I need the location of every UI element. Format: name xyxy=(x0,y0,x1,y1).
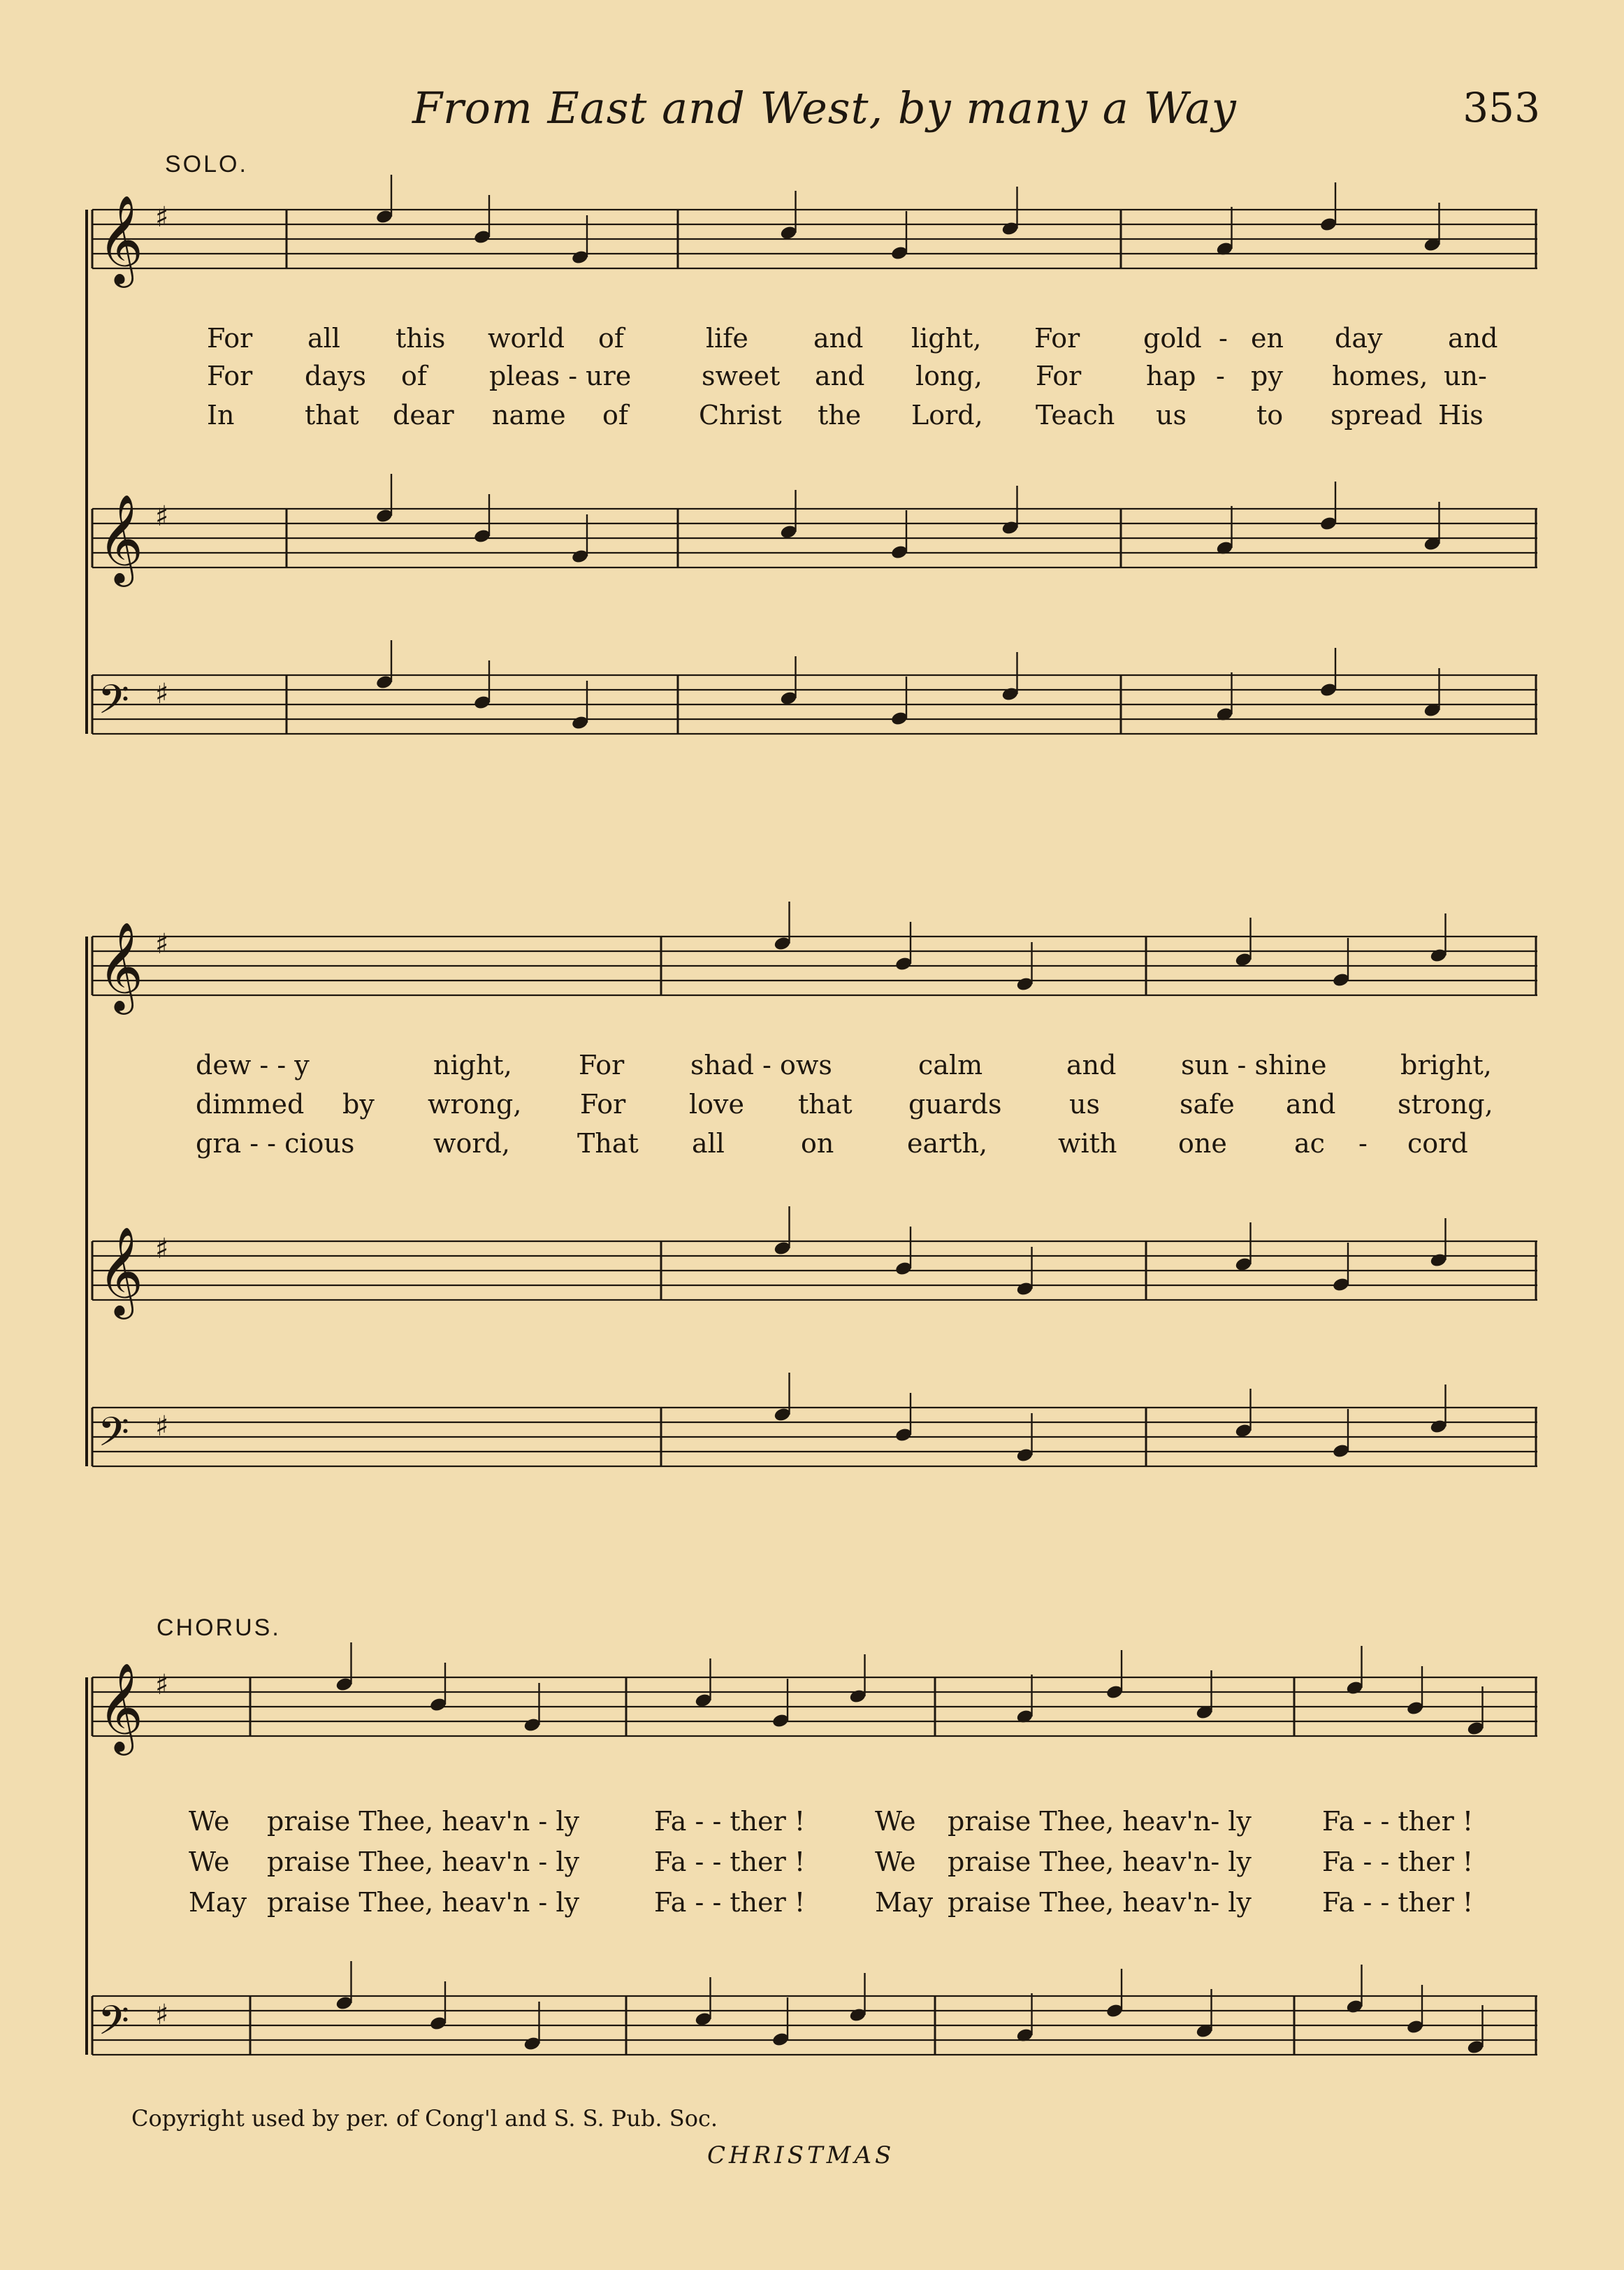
lyric: cord xyxy=(1407,1128,1468,1159)
lyric: night, xyxy=(433,1050,512,1080)
lyric: safe xyxy=(1180,1089,1235,1120)
treble-clef: 𝄞 xyxy=(98,1226,144,1315)
lyric: un- xyxy=(1444,361,1487,391)
lyric: on xyxy=(801,1128,834,1159)
lyric: hap xyxy=(1146,361,1196,391)
lyric: - xyxy=(1358,1128,1368,1159)
lyric: Lord, xyxy=(911,400,983,431)
lyric: that xyxy=(798,1089,853,1120)
lyric: pleas - ure xyxy=(489,361,632,391)
lyric: homes, xyxy=(1332,361,1428,391)
chorus-label: CHORUS. xyxy=(157,1614,281,1641)
lyric: - xyxy=(1216,361,1225,391)
lyric: For xyxy=(580,1089,626,1120)
lyric: us xyxy=(1069,1089,1100,1120)
lyric: praise Thee, heav'n - ly xyxy=(267,1846,579,1877)
system-1-staff-1-key-signature: ♯ xyxy=(155,201,169,233)
lyric: Teach xyxy=(1036,400,1115,431)
lyric: We xyxy=(189,1806,230,1837)
lyric: us xyxy=(1156,400,1187,431)
lyric: with xyxy=(1058,1128,1117,1159)
bass-clef: 𝄢 xyxy=(98,676,130,733)
lyric: sun - shine xyxy=(1181,1050,1327,1080)
lyric: world xyxy=(488,323,565,354)
system-3-staff-1-key-signature: ♯ xyxy=(155,1669,169,1701)
lyric: Christ xyxy=(699,400,782,431)
lyric: long, xyxy=(915,361,983,391)
lyric: That xyxy=(577,1128,639,1159)
system-2-staff-3-key-signature: ♯ xyxy=(155,1410,169,1443)
lyric: Fa - - ther ! xyxy=(1322,1846,1474,1877)
lyric: and xyxy=(1066,1050,1117,1080)
lyric: day xyxy=(1335,323,1383,354)
copyright-notice: Copyright used by per. of Cong'l and S. S. Pub. Soc. xyxy=(131,2105,718,2132)
lyric: of xyxy=(602,400,628,431)
lyric: We xyxy=(875,1806,916,1837)
treble-clef: 𝄞 xyxy=(98,921,144,1011)
lyric: Fa - - ther ! xyxy=(654,1846,806,1877)
lyric: dimmed xyxy=(196,1089,305,1120)
lyric: calm xyxy=(918,1050,983,1080)
treble-clef: 𝄞 xyxy=(98,493,144,583)
lyric: Fa - - ther ! xyxy=(1322,1806,1474,1837)
lyric: by xyxy=(342,1089,375,1120)
lyric: praise Thee, heav'n- ly xyxy=(948,1806,1252,1837)
lyric: For xyxy=(579,1050,625,1080)
treble-clef: 𝄞 xyxy=(98,194,144,284)
bass-clef: 𝄢 xyxy=(98,1997,130,2054)
lyric: and xyxy=(1286,1089,1336,1120)
lyric: gold xyxy=(1143,323,1202,354)
lyric: praise Thee, heav'n- ly xyxy=(948,1846,1252,1877)
lyric: We xyxy=(189,1846,230,1877)
lyric: all xyxy=(307,323,340,354)
lyric: earth, xyxy=(907,1128,988,1159)
system-2-staff-1-key-signature: ♯ xyxy=(155,928,169,960)
lyric: spread xyxy=(1331,400,1423,431)
lyric: love xyxy=(689,1089,744,1120)
lyric: His xyxy=(1438,400,1484,431)
lyric: For xyxy=(1036,361,1082,391)
lyric: of xyxy=(401,361,427,391)
system-1-staff-2-key-signature: ♯ xyxy=(155,500,169,533)
lyric: to xyxy=(1256,400,1284,431)
system-2-staff-2-key-signature: ♯ xyxy=(155,1233,169,1265)
lyric: all xyxy=(692,1128,725,1159)
lyric: praise Thee, heav'n- ly xyxy=(948,1887,1252,1918)
lyric: the xyxy=(818,400,862,431)
treble-clef: 𝄞 xyxy=(98,1662,144,1751)
lyric: In xyxy=(207,400,235,431)
lyric: wrong, xyxy=(428,1089,522,1120)
lyric: one xyxy=(1178,1128,1227,1159)
bass-clef: 𝄢 xyxy=(98,1408,130,1466)
lyric: ac xyxy=(1294,1128,1325,1159)
page-title: From East and West, by many a Way xyxy=(412,82,1237,133)
lyric: Fa - - ther ! xyxy=(654,1887,806,1918)
lyric: py xyxy=(1251,361,1283,391)
lyric: For xyxy=(207,323,253,354)
lyric: gra - - cious xyxy=(196,1128,355,1159)
lyric: shad - ows xyxy=(690,1050,832,1080)
lyric: en xyxy=(1251,323,1284,354)
lyric: guards xyxy=(908,1089,1002,1120)
system-3-staff-2-key-signature: ♯ xyxy=(155,1999,169,2031)
lyric: and xyxy=(815,361,865,391)
lyric: bright, xyxy=(1400,1050,1492,1080)
lyric: and xyxy=(813,323,864,354)
lyric: Fa - - ther ! xyxy=(1322,1887,1474,1918)
lyric: For xyxy=(1034,323,1080,354)
lyric: - xyxy=(1219,323,1228,354)
lyric: We xyxy=(875,1846,916,1877)
lyric: sweet xyxy=(702,361,781,391)
system-1-staff-3-key-signature: ♯ xyxy=(155,678,169,710)
page-number: 353 xyxy=(1463,84,1540,131)
tune-name: CHRISTMAS xyxy=(707,2141,895,2169)
lyric: days xyxy=(305,361,366,391)
lyric: praise Thee, heav'n - ly xyxy=(267,1887,579,1918)
solo-label: SOLO. xyxy=(165,151,248,178)
lyric: Fa - - ther ! xyxy=(654,1806,806,1837)
lyric: name xyxy=(492,400,566,431)
lyric: May xyxy=(189,1887,247,1918)
lyric: For xyxy=(207,361,253,391)
lyric: that xyxy=(305,400,359,431)
lyric: light, xyxy=(911,323,982,354)
lyric: dew - - y xyxy=(196,1050,310,1080)
lyric: this xyxy=(396,323,446,354)
lyric: and xyxy=(1448,323,1498,354)
lyric: life xyxy=(706,323,748,354)
lyric: word, xyxy=(433,1128,510,1159)
lyric: strong, xyxy=(1398,1089,1493,1120)
lyric: of xyxy=(598,323,624,354)
lyric: May xyxy=(875,1887,934,1918)
lyric: dear xyxy=(393,400,454,431)
lyric: praise Thee, heav'n - ly xyxy=(267,1806,579,1837)
